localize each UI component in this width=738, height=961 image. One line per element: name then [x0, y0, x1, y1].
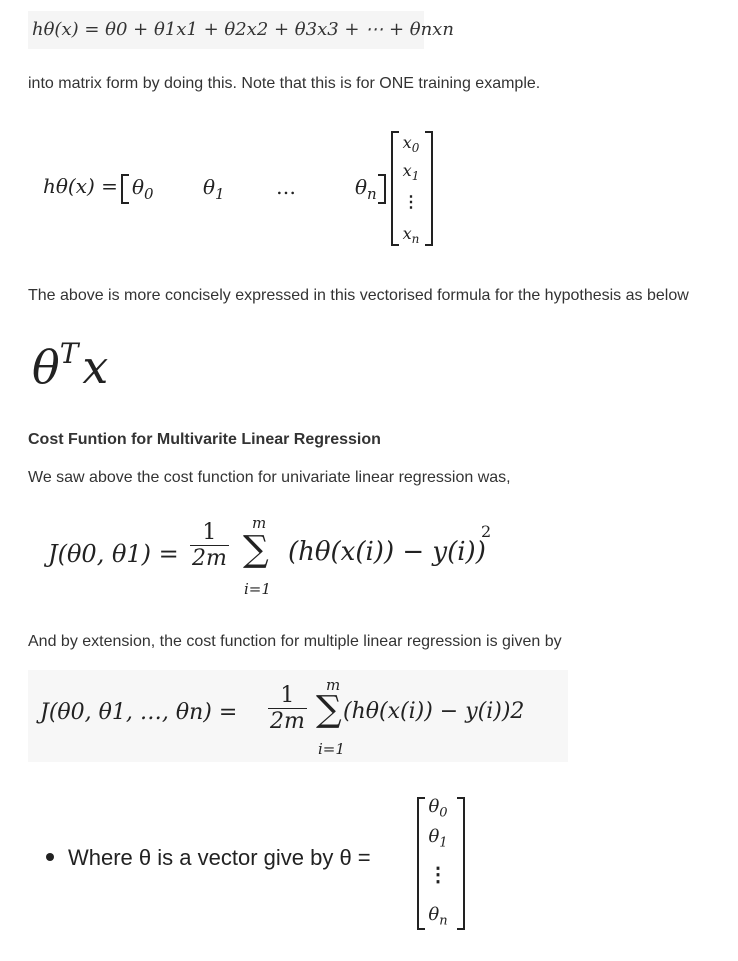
- bullet-theta-vector: Where θ is a vector give by θ =: [46, 845, 371, 871]
- x-vector-item-1: $x_1$: [402, 161, 420, 184]
- x-vector-item-0: $x_0$: [402, 133, 420, 156]
- theta-vector-item-0: $\theta_0$: [428, 796, 448, 821]
- matrix-lhs: hθ(x) =: [43, 174, 118, 198]
- row-theta-n: $\theta_n$: [355, 175, 377, 203]
- multiple-text: And by extension, the cost function for multiple linear regression is given by: [28, 633, 562, 650]
- univariate-text: We saw above the cost function for univariate linear regression was,: [28, 469, 511, 486]
- row-theta-0: $\theta_0$: [132, 175, 154, 203]
- cost-multiple-fraction: $\frac{1}{2m}$: [270, 683, 305, 734]
- row-bracket-right: [378, 174, 386, 204]
- cost-multiple-lhs: J(θ0, θ1, …, θn) =: [40, 700, 238, 725]
- cost-multiple-sigma: ∑: [316, 689, 342, 730]
- cost-univariate-power: 2: [481, 522, 492, 541]
- hypothesis-expanded-equation: hθ(x) = θ0 + θ1x1 + θ2x2 + θ3x3 + ⋯ + θnxn: [28, 11, 424, 49]
- x-vector-item-n: $x_n$: [402, 224, 420, 247]
- cost-univariate-lhs: J(θ0, θ1) =: [48, 540, 179, 568]
- cost-univariate-sum-bottom: i=1: [244, 580, 271, 598]
- cost-univariate-sigma: ∑: [243, 529, 269, 570]
- cost-univariate-body: (hθ(x(i)) − y(i)): [288, 537, 486, 567]
- theta-vector-item-1: $\theta_1$: [428, 826, 448, 851]
- cost-univariate-sum-top: m: [252, 514, 267, 532]
- theta-vector-item-n: $\theta_n$: [428, 904, 448, 929]
- cost-multiple-sum-top: m: [326, 676, 341, 694]
- x-vector-bracket-right: [425, 131, 433, 246]
- matrix-equation-lhs: [43, 174, 118, 198]
- theta-vector-bracket-right: [457, 797, 465, 930]
- cost-function-heading: Cost Funtion for Multivarite Linear Regression: [28, 431, 381, 448]
- theta-transpose-x: $\theta^Tx$: [32, 337, 109, 395]
- row-theta-1: $\theta_1$: [203, 175, 225, 203]
- x-vector-vdots: ⋮: [403, 192, 419, 211]
- cost-multiple-body: (hθ(x(i)) − y(i))2: [343, 699, 525, 724]
- cost-multiple-sum-bottom: i=1: [318, 740, 345, 758]
- theta-vector-vdots: ⋮: [428, 862, 448, 886]
- row-bracket-left: [121, 174, 129, 204]
- bullet-dot: [46, 853, 54, 861]
- cost-univariate-fraction: $\frac{1}{2m}$: [192, 520, 227, 571]
- vectorised-text: The above is more concisely expressed in this vectorised formula for the hypothesis as below: [28, 287, 689, 304]
- matrix-form-text: into matrix form by doing this. Note that this is for ONE training example.: [28, 75, 541, 92]
- row-ellipsis: …: [276, 175, 296, 199]
